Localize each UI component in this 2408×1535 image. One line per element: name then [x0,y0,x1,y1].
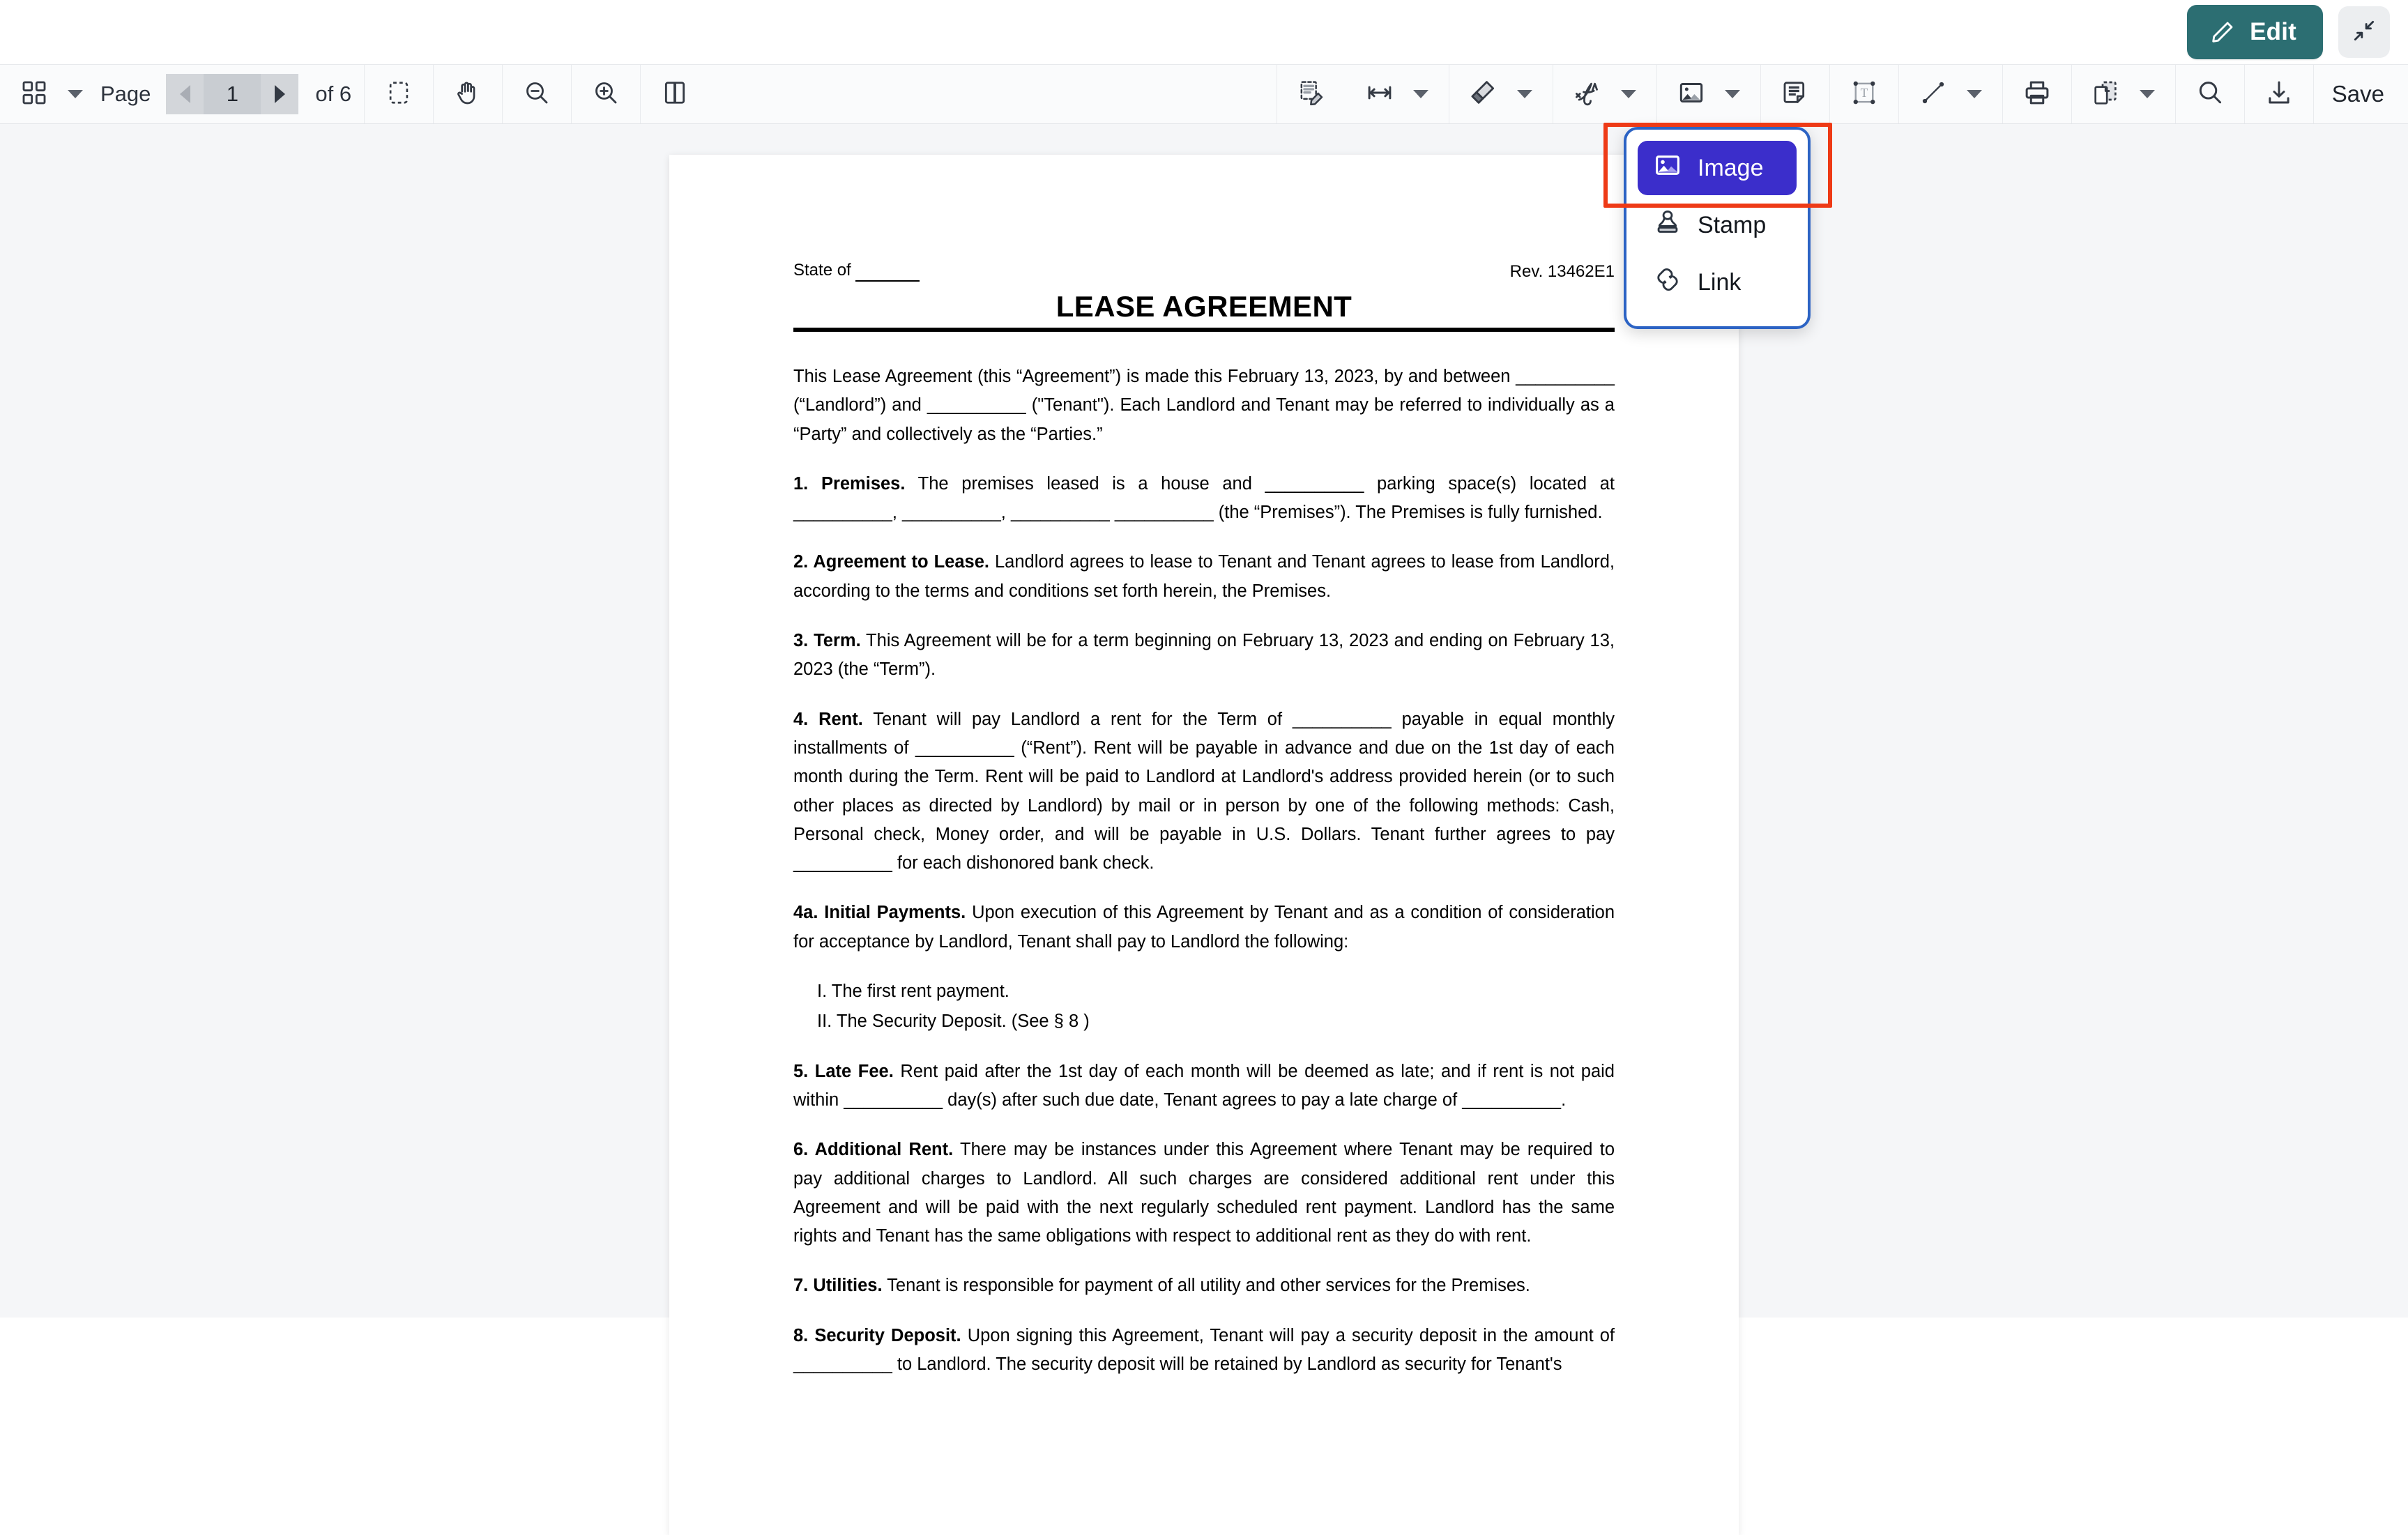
collapse-panel-button[interactable] [2338,6,2390,58]
download-button[interactable] [2257,72,2301,116]
toolbar-group-signature [1553,65,1657,123]
printer-icon [2022,78,2052,111]
document-page [669,155,1742,1535]
text-box-icon [1850,78,1879,111]
page-view-icon [662,79,688,109]
print-button[interactable] [2015,72,2059,116]
list-item: I. The first rent payment. [817,982,1009,1002]
highlighter-icon [1469,78,1498,111]
form-fill-icon [1297,79,1325,110]
edit-button[interactable] [2187,5,2323,59]
menu-item-image[interactable] [1638,141,1797,195]
paragraph-term-heading: 3. Term. [793,631,861,651]
paragraph-utilities [793,1271,1615,1300]
paragraph-late-fee-text: Rent paid after the 1st day of each month will be deemed as late; and if rent is not paid within __________ day(s) after such due date, Tenant agrees to pay a late charge of __________. [793,1061,1615,1110]
menu-item-link[interactable] [1638,255,1797,310]
paragraph-premises [793,470,1615,528]
page-stepper [166,74,298,114]
paragraph-intro [793,362,1615,449]
toolbar-left-group [0,65,709,123]
paragraph-rent-text: Tenant will pay Landlord a rent for the Term of __________ payable in equal monthly installments of __________ (“Rent”). Rent will be payable in advance and due on the 1st day of each month during the Term. Rent will be paid to Landlord at Landlord's address provided herein (or to such other places as directed by Landlord) by mail or in person by one of the following methods: Cash, Personal check, Money order, and will be payable in U.S. Dollars. Tenant further agrees to pay __________ for each dishonored bank check. [793,709,1615,873]
paragraph-intro-text: This Lease Agreement (this “Agreement”) is made this February 13, 2023, by and between __________ (“Landlord”) and __________ ("Tenant"). Each Landlord and Tenant may be referred to individually as a “Party” and collectively as the “Parties.” [793,367,1615,444]
next-page-button[interactable] [261,74,298,114]
list-item: II. The Security Deposit. (See § 8 ) [817,1011,1090,1032]
toolbar-group-note [1761,65,1830,123]
toolbar-group-form-fill [1277,65,1346,123]
zoom-in-button[interactable] [584,72,627,116]
paragraph-security-deposit-text: Upon signing this Agreement, Tenant will pay a security deposit in the amount of __________ to Landlord. The security deposit will be retained by Landlord as security for Tenant's [793,1325,1615,1375]
chevron-down-icon [1413,90,1428,98]
menu-item-link-label: Link [1698,269,1742,296]
toolbar-group-line [1899,65,2003,123]
paragraph-rent-heading: 4. Rent. [793,709,863,729]
toolbar-group-image [1657,65,1761,123]
paragraph-initial-payments-heading: 4a. Initial Payments. [793,903,966,923]
toolbar-group-print [2003,65,2072,123]
form-fill-button[interactable] [1290,72,1333,116]
line-shape-button[interactable] [1912,72,1955,116]
measure-dropdown-button[interactable] [1405,72,1436,116]
chevron-down-icon [2140,90,2155,98]
editor-toolbar [0,64,2408,124]
toolbar-group-search [2176,65,2245,123]
highlighter-button[interactable] [1462,72,1505,116]
marquee-select-button[interactable] [377,72,420,116]
toolbar-group-textbox [1830,65,1899,123]
paragraph-utilities-heading: 7. Utilities. [793,1276,883,1296]
title-divider [793,328,1615,332]
chevron-down-icon [1967,90,1982,98]
chevron-down-icon [68,90,83,98]
highlighter-dropdown-button[interactable] [1509,72,1540,116]
signature-icon [1572,77,1603,112]
state-field [793,261,920,282]
triangle-right-icon [275,85,285,103]
initial-payment-list [793,977,1615,1037]
toolbar-group-download [2245,65,2314,123]
grid-thumbnails-icon [20,79,48,110]
menu-item-stamp-label: Stamp [1698,212,1767,238]
top-bar [0,0,2408,64]
toolbar-group-zoom-in [572,65,641,123]
menu-item-image-label: Image [1698,155,1764,181]
paragraph-additional-rent-text: There may be instances under this Agreement where Tenant may be required to pay additional charges to Landlord. All such charges are considered additional rent under this Agreement and will be paid with the next regularly scheduled rent payment. Landlord has the same rights and Tenant has the same obligations with respect to additional rent as they do with rent. [793,1140,1615,1246]
toolbar-group-pan [434,65,503,123]
measure-button[interactable] [1358,72,1401,116]
toolbar-spacer [709,65,1277,123]
measure-distance-icon [1365,78,1394,111]
document-header [793,261,1615,282]
page-label: Page [100,82,151,106]
thumbnails-dropdown-button[interactable] [60,72,91,116]
toolbar-group-measure [1346,65,1449,123]
image-button[interactable] [1670,72,1713,116]
marquee-select-icon [386,79,412,109]
paragraph-premises-text: The premises leased is a house and __________ parking space(s) located at __________, __________, __________ __________ (the “Premises”). The Premises is fully furnished. [793,473,1615,523]
organize-pages-button[interactable] [2085,72,2128,116]
triangle-left-icon [180,85,190,103]
edit-button-label: Edit [2250,18,2296,45]
toolbar-group-highlight [1449,65,1553,123]
chevron-down-icon [1621,90,1636,98]
collapse-arrows-icon [2351,17,2377,47]
zoom-out-button[interactable] [515,72,558,116]
image-tool-dropdown-menu[interactable] [1624,127,1811,329]
document-viewport[interactable] [0,124,2408,1375]
svg-text:T: T [1860,85,1868,100]
signature-dropdown-button[interactable] [1613,72,1644,116]
previous-page-button[interactable] [166,74,204,114]
page-content [793,261,1615,1400]
sticky-note-button[interactable] [1774,72,1817,116]
paragraph-term-text: This Agreement will be for a term beginning on February 13, 2023 and ending on February 13, 2023 (the “Term”). [793,631,1615,680]
chevron-down-icon [1725,90,1740,98]
hand-pan-icon [454,79,482,110]
zoom-out-icon [523,79,551,110]
paragraph-rent [793,705,1615,878]
paragraph-late-fee [793,1057,1615,1115]
stamp-icon [1653,208,1682,243]
page-view-button[interactable] [653,72,696,116]
sticky-note-icon [1781,79,1809,110]
chevron-down-icon [1517,90,1532,98]
paragraph-agreement-to-lease [793,548,1615,606]
paragraph-security-deposit-heading: 8. Security Deposit. [793,1325,961,1345]
image-icon [1677,79,1705,110]
thumbnails-button[interactable] [13,72,56,116]
paragraph-term [793,627,1615,685]
toolbar-group-navigation [0,65,365,123]
zoom-in-icon [592,79,620,110]
text-box-button[interactable] [1843,72,1886,116]
save-button[interactable]: Save [2331,81,2384,107]
state-blank [855,261,920,282]
document-title: LEASE AGREEMENT [1056,290,1352,323]
download-icon [2264,78,2294,111]
link-chain-icon [1653,265,1682,300]
paragraph-initial-payments [793,899,1615,956]
pencil-icon [2209,19,2236,45]
image-dropdown-button[interactable] [1717,72,1748,116]
state-prefix-label: State of [793,261,851,280]
search-icon [2195,78,2225,111]
paragraph-premises-heading: 1. Premises. [793,473,906,494]
toolbar-group-select [365,65,434,123]
document-body [793,362,1615,1379]
paragraph-additional-rent [793,1136,1615,1251]
page-number-input[interactable] [204,74,261,114]
line-dropdown-button[interactable] [1959,72,1990,116]
menu-item-stamp[interactable] [1638,198,1797,252]
image-icon [1653,151,1682,186]
organize-dropdown-button[interactable] [2132,72,2163,116]
paragraph-agreement-to-lease-heading: 2. Agreement to Lease. [793,552,989,572]
paragraph-additional-rent-heading: 6. Additional Rent. [793,1140,954,1160]
toolbar-right-group [1277,65,2408,123]
signature-button[interactable] [1566,72,1609,116]
paragraph-initial-payments-text: Upon execution of this Agreement by Tenant and as a condition of consideration for acceptance by Landlord, Tenant shall pay to Landlord the following: [793,903,1615,952]
toolbar-group-organize [2072,65,2176,123]
revision-label: Rev. 13462E1 [1509,262,1615,281]
pan-tool-button[interactable] [446,72,489,116]
page-total-label: of 6 [315,82,352,106]
paragraph-late-fee-heading: 5. Late Fee. [793,1061,894,1081]
toolbar-group-page-view [641,65,709,123]
search-button[interactable] [2188,72,2232,116]
paragraph-utilities-text: Tenant is responsible for payment of all utility and other services for the Premises. [882,1276,1530,1296]
toolbar-group-zoom-out [503,65,572,123]
organize-pages-icon [2092,79,2120,110]
line-shape-icon [1919,79,1947,110]
paragraph-agreement-to-lease-text: Landlord agrees to lease to Tenant and Tenant agrees to lease from Landlord, according to the terms and conditions set forth herein, the Premises. [793,552,1615,601]
paragraph-security-deposit [793,1322,1615,1380]
